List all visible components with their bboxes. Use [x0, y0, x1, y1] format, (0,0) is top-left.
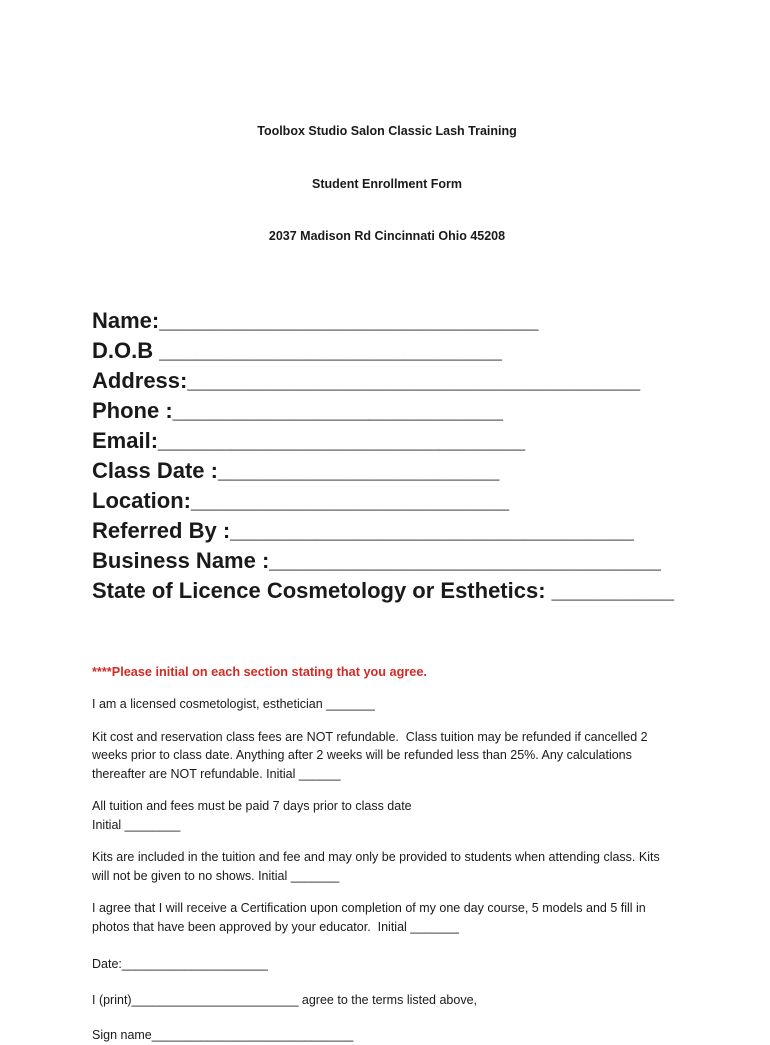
date-line[interactable]: Date:_____________________	[92, 957, 268, 971]
agreement-kits	[92, 848, 682, 885]
agreement-licensed	[92, 695, 682, 714]
print-name-line[interactable]: I (print)________________________ agree to the terms listed above,	[92, 992, 478, 1007]
field-class-date[interactable]: Class Date :_______________________	[92, 457, 500, 483]
form-address: 2037 Madison Rd Cincinnati Ohio 45208	[268, 229, 506, 243]
agreement-kits-line-1: Kits are included in the tuition and fee and may only be provided to students when attending class. Kits	[92, 850, 660, 864]
agreement-refund-policy	[92, 728, 682, 784]
form-subtitle: Student Enrollment Form	[312, 176, 462, 191]
form-header	[92, 88, 682, 281]
field-dob[interactable]: D.O.B ____________________________	[92, 337, 502, 363]
agreement-payment-deadline	[92, 797, 682, 834]
agreement-certification-line-1: I agree that I will receive a Certification upon completion of my one day course, 5 models and 5 fill in	[92, 901, 646, 915]
enrollment-fields	[92, 306, 682, 606]
agreement-payment-line: All tuition and fees must be paid 7 days prior to class date	[92, 799, 412, 813]
field-phone[interactable]: Phone :___________________________	[92, 397, 504, 423]
agreement-payment-initial-line[interactable]: Initial ________	[92, 817, 181, 832]
agreement-refund-line-1: Kit cost and reservation class fees are NOT refundable. Class tuition may be refunded if cancelled 2	[92, 729, 648, 744]
agreement-certification	[92, 899, 682, 936]
agreement-refund-initial-line[interactable]: thereafter are NOT refundable. Initial ______	[92, 766, 341, 781]
field-email[interactable]: Email:______________________________	[92, 427, 526, 453]
field-address[interactable]: Address:_____________________________________	[92, 367, 641, 393]
field-location[interactable]: Location:__________________________	[92, 487, 510, 513]
signature-section	[92, 955, 682, 1045]
agreement-kits-initial-line[interactable]: will not be given to no shows. Initial _______	[92, 868, 340, 883]
field-referred-by[interactable]: Referred By :_________________________________	[92, 517, 634, 543]
field-license-state[interactable]: State of Licence Cosmetology or Esthetics: __________	[92, 577, 675, 603]
form-title: Toolbox Studio Salon Classic Lash Training	[257, 124, 517, 138]
field-name[interactable]: Name:_______________________________	[92, 307, 539, 333]
agreement-refund-line-2: weeks prior to class date. Anything after 2 weeks will be refunded less than 25%. Any calculations	[92, 748, 632, 762]
agreement-licensed-line[interactable]: I am a licensed cosmetologist, esthetician _______	[92, 697, 375, 711]
initial-instructions: ****Please initial on each section stating that you agree.	[92, 664, 427, 679]
signature-line[interactable]: Sign name_____________________________	[92, 1028, 354, 1042]
field-business-name[interactable]: Business Name :________________________________	[92, 547, 661, 573]
agreement-certification-initial-line[interactable]: photos that have been approved by your educator. Initial _______	[92, 919, 459, 934]
